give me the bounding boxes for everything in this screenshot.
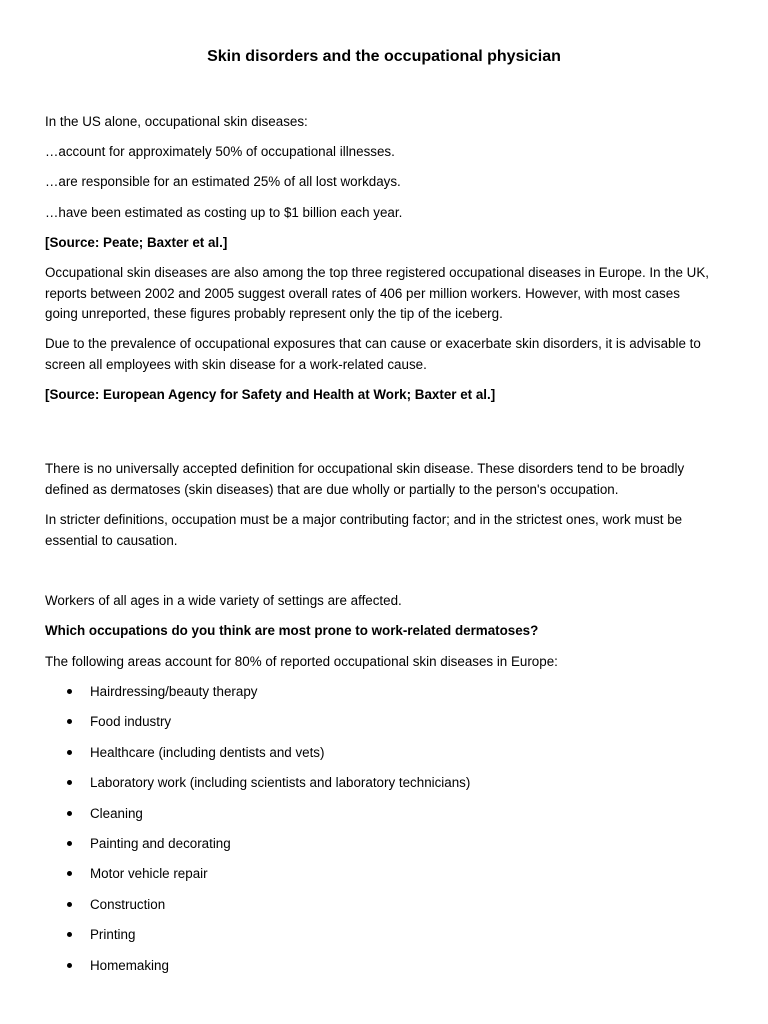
list-item-label: Healthcare (including dentists and vets): [90, 744, 325, 760]
bullet-icon: [67, 871, 72, 876]
list-item: [45, 773, 470, 803]
workers-paragraph: Workers of all ages in a wide variety of settings are affected.: [45, 593, 402, 608]
stat-workdays: …are responsible for an estimated 25% of all lost workdays.: [45, 174, 401, 189]
bullet-icon: [67, 841, 72, 846]
list-item: [45, 804, 470, 834]
list-item-label: Construction: [90, 896, 166, 912]
bullet-icon: [67, 902, 72, 907]
list-item-label: Cleaning: [90, 805, 143, 821]
bullet-icon: [67, 963, 72, 968]
list-item-label: Painting and decorating: [90, 835, 231, 851]
list-item: [45, 895, 470, 925]
list-item: [45, 834, 470, 864]
list-item-label: Motor vehicle repair: [90, 866, 208, 882]
stat-cost: …have been estimated as costing up to $1 billion each year.: [45, 205, 403, 220]
list-item-label: Food industry: [90, 714, 172, 730]
definition-paragraph: There is no universally accepted definition for occupational skin disease. These disorders tend to be broadly defined as dermatoses (skin diseases) that are due wholly or partially to the person's occupation.: [45, 461, 685, 497]
bullet-icon: [67, 780, 72, 785]
list-item-label: Homemaking: [90, 957, 169, 973]
areas-intro-paragraph: The following areas account for 80% of reported occupational skin diseases in Europe:: [45, 654, 558, 669]
list-item-label: Printing: [90, 927, 136, 943]
intro-paragraph: In the US alone, occupational skin diseases:: [45, 114, 308, 129]
list-item-label: Hairdressing/beauty therapy: [90, 684, 258, 699]
list-item: [45, 682, 470, 712]
bullet-icon: [67, 719, 72, 724]
list-item: [45, 956, 470, 986]
stat-illnesses: …account for approximately 50% of occupational illnesses.: [45, 144, 395, 159]
list-item: [45, 712, 470, 742]
list-item-label: Laboratory work (including scientists and laboratory technicians): [90, 775, 471, 791]
list-item: [45, 864, 470, 894]
occupation-list: [45, 682, 470, 986]
source-citation-1: [Source: Peate; Baxter et al.]: [45, 235, 228, 250]
bullet-icon: [67, 689, 72, 694]
list-item: [45, 925, 470, 955]
europe-paragraph: Occupational skin diseases are also among the top three registered occupational diseases in Europe. In the UK, reports between 2002 and 2005 suggest overall rates of 406 per million workers. However, with most cases going unreported, these figures probably represent only the tip of the iceberg.: [45, 265, 709, 321]
bullet-icon: [67, 750, 72, 755]
page-title: Skin disorders and the occupational physician: [207, 48, 561, 65]
strict-definition-paragraph: In stricter definitions, occupation must be a major contributing factor; and in the strictest ones, work must be essential to causation.: [45, 512, 683, 548]
question-heading: Which occupations do you think are most prone to work-related dermatoses?: [45, 623, 539, 638]
source-citation-2: [Source: European Agency for Safety and Health at Work; Baxter et al.]: [45, 387, 496, 402]
list-item: [45, 743, 470, 773]
bullet-icon: [67, 811, 72, 816]
bullet-icon: [67, 932, 72, 937]
screening-paragraph: Due to the prevalence of occupational exposures that can cause or exacerbate skin disorders, it is advisable to screen all employees with skin disease for a work-related cause.: [45, 336, 701, 372]
